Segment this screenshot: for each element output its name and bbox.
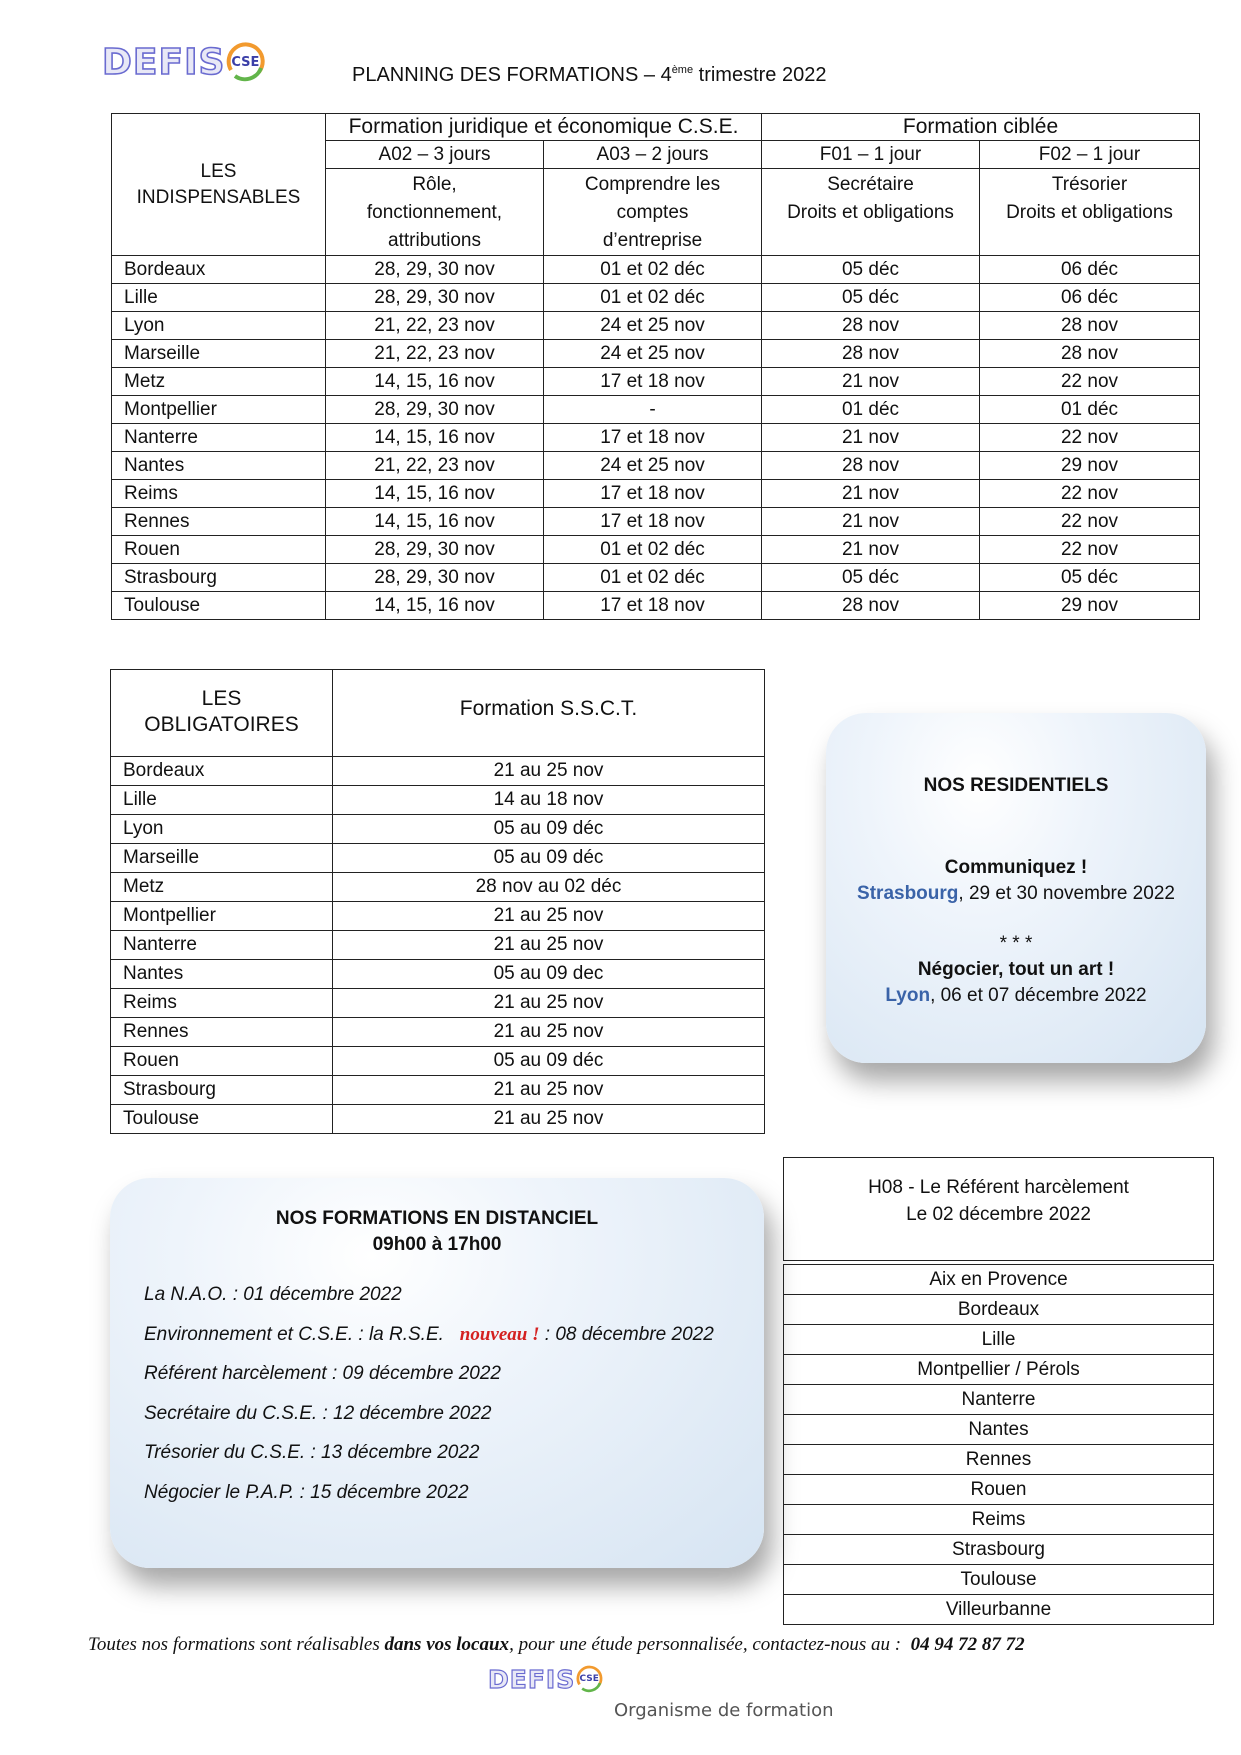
table-row <box>111 786 765 815</box>
table-row <box>112 480 1200 508</box>
city-cell: Nanterre <box>784 1385 1214 1415</box>
date-cell: 28, 29, 30 nov <box>326 284 544 312</box>
footer-note-part2: , pour une étude personnalisée, contactez-nous au : <box>509 1634 906 1655</box>
date-cell: 17 et 18 nov <box>544 424 762 452</box>
desc-f01 <box>762 169 980 256</box>
date-cell: 01 et 02 déc <box>544 284 762 312</box>
desc-f02 <box>980 169 1200 256</box>
footer-note-bold: dans vos locaux <box>384 1634 510 1655</box>
date-cell: 21 nov <box>762 508 980 536</box>
obligatoires-body <box>111 757 765 1134</box>
distanciel-item-pap: Négocier le P.A.P. : 15 décembre 2022 <box>144 1482 469 1503</box>
city-cell: Toulouse <box>112 592 326 620</box>
table-row <box>111 931 765 960</box>
date-cell: 29 nov <box>980 592 1200 620</box>
table-row <box>112 312 1200 340</box>
indispensables-body <box>112 256 1200 620</box>
distanciel-item-referent: Référent harcèlement : 09 décembre 2022 <box>144 1363 501 1384</box>
residentiel-1-date <box>826 883 1206 905</box>
table-row <box>111 873 765 902</box>
city-cell: Reims <box>784 1505 1214 1535</box>
date-cell: 05 au 09 déc <box>333 815 765 844</box>
date-cell: 28, 29, 30 nov <box>326 396 544 424</box>
city-cell: Nanterre <box>112 424 326 452</box>
date-cell: 05 au 09 déc <box>333 1047 765 1076</box>
table-row <box>112 256 1200 284</box>
table-row <box>784 1445 1214 1475</box>
city-cell: Lyon <box>112 312 326 340</box>
table-row <box>784 1565 1214 1595</box>
city-cell: Rouen <box>111 1047 333 1076</box>
date-cell: - <box>544 396 762 424</box>
referent-header-line1: H08 - Le Référent harcèlement <box>868 1177 1129 1198</box>
city-cell: Toulouse <box>111 1105 333 1134</box>
city-cell: Villeurbanne <box>784 1595 1214 1625</box>
desc-line: d’entreprise <box>602 230 703 251</box>
desc-line: fonctionnement, <box>366 202 503 223</box>
corner-line1: LES <box>200 160 237 182</box>
date-cell: 21 nov <box>762 368 980 396</box>
group-header-juridique: Formation juridique et économique C.S.E. <box>326 114 762 141</box>
date-cell: 28, 29, 30 nov <box>326 256 544 284</box>
residentiel-2-date <box>826 985 1206 1007</box>
date-cell: 06 déc <box>980 256 1200 284</box>
date-cell: 14, 15, 16 nov <box>326 368 544 396</box>
table-row <box>112 536 1200 564</box>
date-cell: 01 et 02 déc <box>544 564 762 592</box>
date-cell: 22 nov <box>980 368 1200 396</box>
city-cell: Bordeaux <box>784 1295 1214 1325</box>
date-cell: 14, 15, 16 nov <box>326 592 544 620</box>
referent-table <box>783 1157 1214 1625</box>
date-cell: 22 nov <box>980 508 1200 536</box>
table-row <box>112 452 1200 480</box>
corner-line1: LES <box>201 687 242 710</box>
city-cell: Lyon <box>111 815 333 844</box>
date-cell: 28, 29, 30 nov <box>326 564 544 592</box>
date-cell: 17 et 18 nov <box>544 592 762 620</box>
date-cell: 17 et 18 nov <box>544 368 762 396</box>
table-row <box>111 815 765 844</box>
table-row <box>111 1018 765 1047</box>
date-cell: 21 au 25 nov <box>333 989 765 1018</box>
date-cell: 21 nov <box>762 480 980 508</box>
date-cell: 01 et 02 déc <box>544 536 762 564</box>
title-sup: ème <box>671 64 694 76</box>
table-row <box>111 844 765 873</box>
city-cell: Montpellier <box>111 902 333 931</box>
code-f02: F02 – 1 jour <box>980 141 1200 169</box>
city-cell: Strasbourg <box>784 1535 1214 1565</box>
corner-line2: INDISPENSABLES <box>136 186 301 208</box>
table-row <box>112 368 1200 396</box>
table-row <box>111 960 765 989</box>
table-row <box>111 757 765 786</box>
logo-word: DEFIS <box>488 1664 576 1694</box>
date-cell: 05 déc <box>762 564 980 592</box>
city-cell: Rennes <box>112 508 326 536</box>
city-cell: Bordeaux <box>111 757 333 786</box>
city-cell: Strasbourg <box>111 1076 333 1105</box>
city-cell: Nantes <box>111 960 333 989</box>
referent-header <box>784 1158 1214 1261</box>
logo-badge-text: CSE <box>579 1674 599 1684</box>
desc-line: Droits et obligations <box>787 202 954 223</box>
referent-body <box>784 1265 1214 1625</box>
indispensables-corner <box>112 114 326 256</box>
title-end: trimestre 2022 <box>693 64 827 86</box>
table-row <box>111 1076 765 1105</box>
referent-header-line2: Le 02 décembre 2022 <box>906 1204 1091 1225</box>
date-cell: 17 et 18 nov <box>544 480 762 508</box>
table-row <box>112 424 1200 452</box>
title-main: PLANNING DES FORMATIONS – 4 <box>352 64 672 86</box>
page-title <box>352 64 826 87</box>
city-cell: Nanterre <box>111 931 333 960</box>
date-cell: 06 déc <box>980 284 1200 312</box>
city-cell: Reims <box>111 989 333 1018</box>
date-cell: 28 nov au 02 déc <box>333 873 765 902</box>
date-cell: 05 déc <box>762 284 980 312</box>
table-row <box>784 1595 1214 1625</box>
group-header-ciblee: Formation ciblée <box>762 114 1200 141</box>
date-cell: 05 au 09 déc <box>333 844 765 873</box>
date-cell: 05 déc <box>980 564 1200 592</box>
logo-badge-text: CSE <box>231 54 260 70</box>
city-cell: Toulouse <box>784 1565 1214 1595</box>
city-cell: Reims <box>112 480 326 508</box>
corner-line2: OBLIGATOIRES <box>144 713 299 736</box>
table-row <box>784 1385 1214 1415</box>
table-row <box>111 1047 765 1076</box>
table-row <box>112 284 1200 312</box>
date-cell: 14, 15, 16 nov <box>326 424 544 452</box>
desc-line: Trésorier <box>1051 174 1128 195</box>
date-cell: 28 nov <box>980 340 1200 368</box>
distanciel-hours: 09h00 à 17h00 <box>372 1234 502 1255</box>
date-cell: 24 et 25 nov <box>544 340 762 368</box>
city-cell: Rennes <box>784 1445 1214 1475</box>
residentiel-2-title: Négocier, tout un art ! <box>917 959 1115 980</box>
obligatoires-corner <box>111 670 333 757</box>
date-cell: 14 au 18 nov <box>333 786 765 815</box>
residentiels-separator: * * * <box>999 933 1033 954</box>
date-cell: 21 au 25 nov <box>333 1076 765 1105</box>
date-cell: 24 et 25 nov <box>544 312 762 340</box>
table-row <box>112 508 1200 536</box>
city-cell: Lille <box>112 284 326 312</box>
city-cell: Bordeaux <box>112 256 326 284</box>
table-row <box>111 1105 765 1134</box>
date-cell: 22 nov <box>980 424 1200 452</box>
date-cell: 14, 15, 16 nov <box>326 480 544 508</box>
city-cell: Montpellier <box>112 396 326 424</box>
logo-word: DEFIS <box>102 41 226 83</box>
logo-top <box>102 40 267 84</box>
date-cell: 21 au 25 nov <box>333 902 765 931</box>
nouveau-badge: nouveau ! <box>459 1324 540 1345</box>
date-cell: 28 nov <box>762 312 980 340</box>
date-cell: 21 nov <box>762 536 980 564</box>
table-row <box>784 1295 1214 1325</box>
residentiels-card <box>826 713 1206 1063</box>
city-cell: Strasbourg <box>112 564 326 592</box>
table-row <box>111 989 765 1018</box>
code-a02: A02 – 3 jours <box>326 141 544 169</box>
table-row <box>112 564 1200 592</box>
table-row <box>112 340 1200 368</box>
date-cell: 28 nov <box>762 452 980 480</box>
city-cell: Marseille <box>112 340 326 368</box>
distanciel-item-rse <box>144 1324 714 1346</box>
footer-note <box>88 1634 1025 1656</box>
date-cell: 29 nov <box>980 452 1200 480</box>
date-cell: 01 déc <box>762 396 980 424</box>
date-cell: 21 au 25 nov <box>333 931 765 960</box>
rse-label: Environnement et C.S.E. : la R.S.E. <box>144 1324 444 1345</box>
date-cell: 28 nov <box>762 340 980 368</box>
date-cell: 01 déc <box>980 396 1200 424</box>
city-cell: Metz <box>111 873 333 902</box>
city-cell: Metz <box>112 368 326 396</box>
table-row <box>112 592 1200 620</box>
date-cell: 21 au 25 nov <box>333 1105 765 1134</box>
distanciel-item-secretaire: Secrétaire du C.S.E. : 12 décembre 2022 <box>144 1403 492 1424</box>
code-a03: A03 – 2 jours <box>544 141 762 169</box>
desc-line: Comprendre les <box>584 174 721 195</box>
rse-date: : 08 décembre 2022 <box>539 1324 714 1345</box>
desc-a02 <box>326 169 544 256</box>
logo-badge <box>574 1664 604 1694</box>
table-row <box>784 1535 1214 1565</box>
desc-a03 <box>544 169 762 256</box>
city-cell: Marseille <box>111 844 333 873</box>
date-cell: 28 nov <box>980 312 1200 340</box>
city-cell: Nantes <box>112 452 326 480</box>
footer-note-part1: Toutes nos formations sont réalisables <box>88 1634 385 1655</box>
logo-badge <box>223 40 267 84</box>
date-cell: 21, 22, 23 nov <box>326 312 544 340</box>
table-row <box>784 1355 1214 1385</box>
desc-line: comptes <box>616 202 689 223</box>
distanciel-item-nao: La N.A.O. : 01 décembre 2022 <box>144 1284 402 1305</box>
date-cell: 24 et 25 nov <box>544 452 762 480</box>
date-cell: 28 nov <box>762 592 980 620</box>
residentiel-2-city: Lyon <box>885 985 931 1006</box>
table-row <box>784 1265 1214 1295</box>
city-cell: Lille <box>111 786 333 815</box>
date-cell: 21 nov <box>762 424 980 452</box>
city-cell: Aix en Provence <box>784 1265 1214 1295</box>
city-cell: Rouen <box>784 1475 1214 1505</box>
date-cell: 21 au 25 nov <box>333 1018 765 1047</box>
date-cell: 21 au 25 nov <box>333 757 765 786</box>
table-row <box>784 1415 1214 1445</box>
desc-line: Droits et obligations <box>1006 202 1173 223</box>
table-row <box>112 396 1200 424</box>
date-cell: 17 et 18 nov <box>544 508 762 536</box>
table-row <box>784 1475 1214 1505</box>
date-cell: 21, 22, 23 nov <box>326 452 544 480</box>
date-cell: 21, 22, 23 nov <box>326 340 544 368</box>
date-cell: 01 et 02 déc <box>544 256 762 284</box>
table-row <box>784 1325 1214 1355</box>
city-cell: Montpellier / Pérols <box>784 1355 1214 1385</box>
logo-bottom <box>488 1664 604 1694</box>
distanciel-title: NOS FORMATIONS EN DISTANCIEL <box>275 1208 599 1229</box>
table-row <box>784 1505 1214 1535</box>
code-f01: F01 – 1 jour <box>762 141 980 169</box>
desc-line: attributions <box>388 230 481 251</box>
city-cell: Nantes <box>784 1415 1214 1445</box>
desc-line: Rôle, <box>412 174 457 195</box>
city-cell: Rouen <box>112 536 326 564</box>
city-cell: Lille <box>784 1325 1214 1355</box>
date-cell: 05 au 09 dec <box>333 960 765 989</box>
residentiel-2-when: , 06 et 07 décembre 2022 <box>930 985 1147 1006</box>
indispensables-table <box>111 113 1200 620</box>
date-cell: 28, 29, 30 nov <box>326 536 544 564</box>
residentiel-1-city: Strasbourg <box>857 883 959 904</box>
footer-phone: 04 94 72 87 72 <box>910 1634 1025 1655</box>
residentiel-1-title: Communiquez ! <box>944 857 1088 878</box>
distanciel-card <box>110 1178 764 1568</box>
table-row <box>111 902 765 931</box>
date-cell: 05 déc <box>762 256 980 284</box>
ssct-header: Formation S.S.C.T. <box>333 670 765 757</box>
residentiel-1-when: , 29 et 30 novembre 2022 <box>958 883 1175 904</box>
date-cell: 22 nov <box>980 480 1200 508</box>
org-label: Organisme de formation <box>614 1700 834 1721</box>
desc-line: Secrétaire <box>827 174 914 195</box>
obligatoires-table <box>110 669 765 1134</box>
city-cell: Rennes <box>111 1018 333 1047</box>
date-cell: 22 nov <box>980 536 1200 564</box>
date-cell: 14, 15, 16 nov <box>326 508 544 536</box>
distanciel-item-tresorier: Trésorier du C.S.E. : 13 décembre 2022 <box>144 1442 480 1463</box>
residentiels-title: NOS RESIDENTIELS <box>923 775 1109 796</box>
